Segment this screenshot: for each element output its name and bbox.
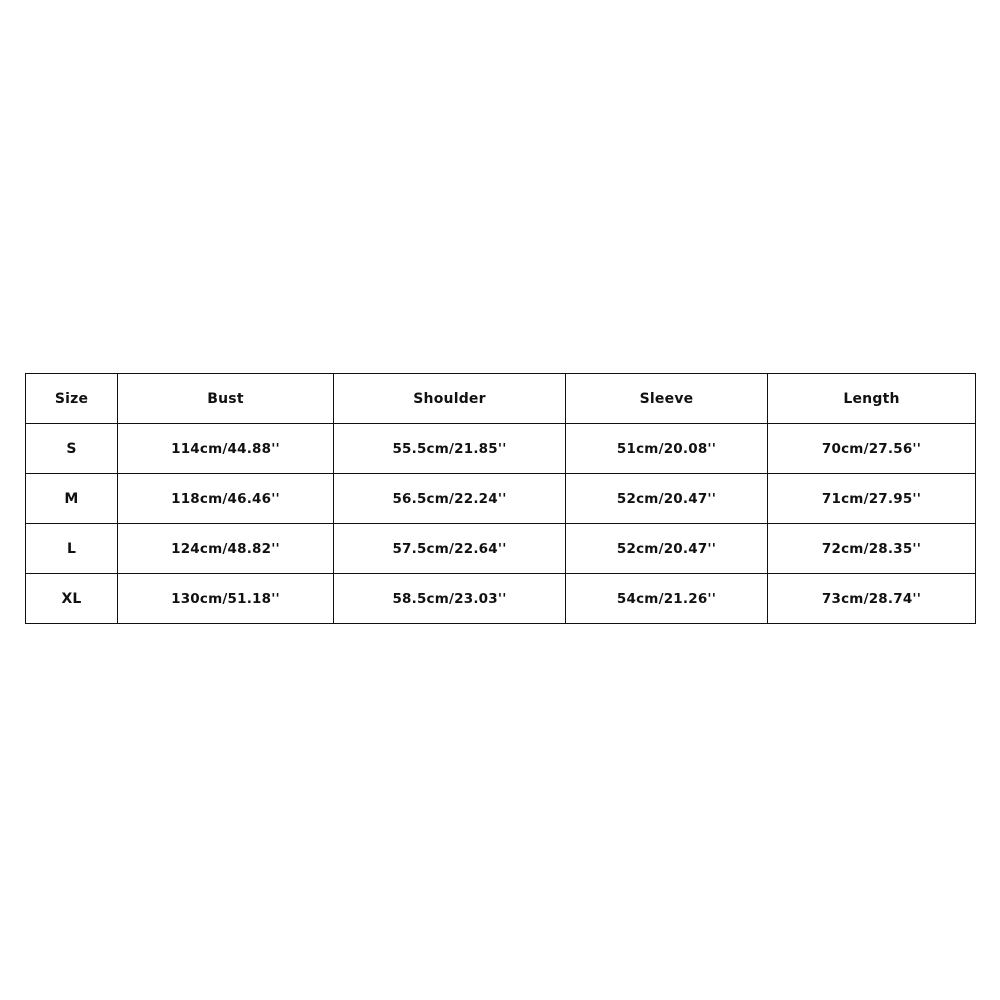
cell-length: 70cm/27.56'' xyxy=(768,424,976,474)
cell-sleeve: 51cm/20.08'' xyxy=(566,424,768,474)
cell-size: L xyxy=(26,524,118,574)
column-header-bust: Bust xyxy=(118,374,334,424)
table-header-row xyxy=(26,374,976,424)
cell-sleeve: 52cm/20.47'' xyxy=(566,524,768,574)
column-header-sleeve: Sleeve xyxy=(566,374,768,424)
cell-length: 72cm/28.35'' xyxy=(768,524,976,574)
table-row xyxy=(26,524,976,574)
cell-size: XL xyxy=(26,574,118,624)
table-row xyxy=(26,474,976,524)
cell-length: 71cm/27.95'' xyxy=(768,474,976,524)
cell-length: 73cm/28.74'' xyxy=(768,574,976,624)
cell-shoulder: 58.5cm/23.03'' xyxy=(334,574,566,624)
size-chart-container xyxy=(25,373,975,624)
table-body xyxy=(26,424,976,624)
column-header-length: Length xyxy=(768,374,976,424)
column-header-size: Size xyxy=(26,374,118,424)
cell-sleeve: 54cm/21.26'' xyxy=(566,574,768,624)
cell-shoulder: 57.5cm/22.64'' xyxy=(334,524,566,574)
cell-bust: 124cm/48.82'' xyxy=(118,524,334,574)
table-header xyxy=(26,374,976,424)
cell-shoulder: 55.5cm/21.85'' xyxy=(334,424,566,474)
cell-size: M xyxy=(26,474,118,524)
column-header-shoulder: Shoulder xyxy=(334,374,566,424)
table-row xyxy=(26,574,976,624)
cell-bust: 130cm/51.18'' xyxy=(118,574,334,624)
cell-bust: 114cm/44.88'' xyxy=(118,424,334,474)
cell-shoulder: 56.5cm/22.24'' xyxy=(334,474,566,524)
cell-sleeve: 52cm/20.47'' xyxy=(566,474,768,524)
size-chart-table xyxy=(25,373,976,624)
table-row xyxy=(26,424,976,474)
cell-size: S xyxy=(26,424,118,474)
cell-bust: 118cm/46.46'' xyxy=(118,474,334,524)
